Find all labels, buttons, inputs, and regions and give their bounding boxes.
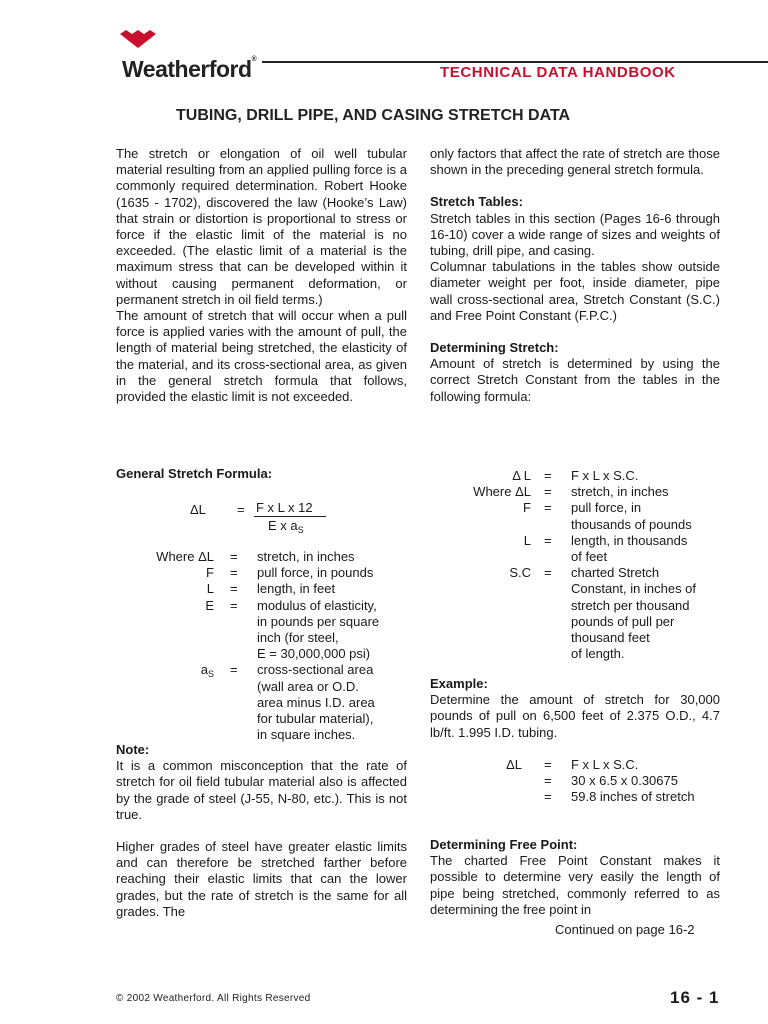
stretch-formula-row-definition: of feet — [571, 549, 608, 564]
note-paragraph-1: It is a common misconception that the rate of stretch for oil field tubular material also is affected by the grade of steel (J-55, N-80, etc.). This is not true. — [116, 758, 407, 822]
stretch-formula-row-equals: = — [544, 468, 552, 483]
note-section — [116, 742, 407, 920]
where-row-label: E — [205, 597, 214, 613]
intro-paragraph-2: The amount of stretch that will occur when a pull force is applied varies with the amount of pull, the length of material being stretched, the elasticity of the material, and its cross-sectional area, as given in the general stretch formula that follows, provided the elastic limit is not exceeded. — [116, 308, 407, 405]
stretch-formula-row-label: Where ΔL — [473, 484, 531, 500]
example-calc-row-equals: = — [544, 757, 552, 772]
page-title: TUBING, DRILL PIPE, AND CASING STRETCH DATA — [176, 107, 571, 124]
where-row-definition: area minus I.D. area — [257, 694, 375, 710]
continued-paragraph: only factors that affect the rate of stretch are those shown in the preceding general stretch formula. — [430, 146, 720, 178]
stretch-formula-row-label: L — [523, 532, 531, 548]
example-calc-row-equals: = — [544, 773, 552, 789]
handbook-title: TECHNICAL DATA HANDBOOK — [440, 64, 676, 81]
stretch-formula-row-equals: = — [544, 500, 552, 516]
formula-denominator: E x $a_S$ — [268, 518, 304, 535]
page-number: 16 - 1 — [670, 988, 720, 1007]
example-calc-row-definition: F x L x S.C. — [571, 757, 639, 772]
weatherford-logo-icon — [118, 28, 158, 50]
note-heading: Note: — [116, 742, 150, 757]
free-point-section — [430, 837, 720, 918]
header-rule — [262, 61, 768, 63]
stretch-formula-row-definition: of length. — [571, 646, 625, 662]
example-calc-row-definition: 59.8 inches of stretch — [571, 789, 695, 805]
stretch-formula-row-definition: thousands of pounds — [571, 516, 692, 532]
stretch-formula-row-equals: = — [544, 484, 552, 500]
where-row-equals: = — [230, 549, 238, 564]
note-paragraph-2: Higher grades of steel have greater elastic limits and can therefore be stretched farther before reaching their elastic limits that can the lower grades, but the rate of stretch is the same for all grades. The — [116, 839, 407, 919]
example-heading: Example: — [430, 676, 488, 691]
example-calc-row-definition: 30 x 6.5 x 0.30675 — [571, 773, 678, 789]
where-row-label: $a_S$ — [200, 662, 214, 680]
free-point-paragraph: The charted Free Point Constant makes it possible to determine very easily the length of pipe being stretched, commonly referred to as determining the free point in — [430, 853, 720, 917]
where-row-equals: = — [230, 597, 238, 613]
where-row-equals: = — [230, 581, 238, 597]
stretch-formula-row-equals: = — [544, 532, 552, 548]
stretch-formula-row-definition: pull force, in — [571, 500, 642, 516]
where-row-definition: length, in feet — [257, 581, 336, 597]
formula-numerator: F x L x 12 — [256, 500, 313, 515]
example-section — [430, 676, 720, 741]
stretch-formula-row-equals: = — [544, 565, 552, 581]
example-calc-row-label: ΔL — [506, 757, 522, 772]
determining-stretch-paragraph: Amount of stretch is determined by using the correct Stretch Constant from the tables in the following formula: — [430, 356, 720, 404]
formula-eq: = — [237, 502, 245, 517]
continued-note: Continued on page 16-2 — [555, 922, 695, 937]
example-calc-row-equals: = — [544, 789, 552, 805]
stretch-formula-row-label: F — [523, 500, 531, 516]
where-row-definition: E = 30,000,000 psi) — [257, 646, 371, 662]
where-row-definition: cross-sectional area — [257, 662, 374, 678]
formula-lhs: ΔL — [190, 502, 206, 517]
intro-paragraph: The stretch or elongation of oil well tubular material resulting from an applied pulling force is a commonly required determination. Robert Hooke (1635 - 1702), discovered the law (Hooke’s Law) that strain or distortion is proportional to stress or force if the elastic limit of the material is no exceeded. (The elastic limit of a material is the maximum stress that can be developed within it without causing permanent deformation, or permanent stretch in oil field terms.) — [116, 146, 407, 307]
where-row-definition: (wall area or O.D. — [257, 678, 359, 694]
formula-heading: General Stretch Formula: — [116, 466, 273, 481]
stretch-formula-row-definition: stretch per thousand — [571, 597, 690, 613]
where-row-definition: stretch, in inches — [257, 549, 355, 564]
where-row-label: Where ΔL — [156, 549, 214, 564]
stretch-formula-row-definition: length, in thousands — [571, 532, 688, 548]
stretch-formula-row-label: S.C — [509, 565, 531, 581]
where-row-definition: inch (for steel, — [257, 630, 339, 645]
stretch-formula-row-definition: F x L x S.C. — [571, 468, 639, 483]
stretch-tables-paragraph-1: Stretch tables in this section (Pages 16-6 through 16-10) cover a wide range of sizes and weights of tubing, drill pipe, and casing. — [430, 210, 720, 259]
left-column — [116, 146, 407, 405]
determining-stretch-heading: Determining Stretch: — [430, 340, 559, 356]
where-row-equals: = — [230, 662, 238, 678]
where-row-definition: in pounds per square — [257, 613, 380, 629]
where-row-definition: pull force, in pounds — [257, 565, 374, 581]
stretch-formula-row-label: Δ L — [512, 468, 531, 483]
stretch-tables-heading: Stretch Tables: — [430, 194, 523, 210]
where-row-definition: in square inches. — [257, 727, 356, 743]
where-row-label: F — [206, 565, 214, 581]
stretch-formula-row-definition: thousand feet — [571, 630, 650, 645]
stretch-formula-row-definition: pounds of pull per — [571, 613, 675, 629]
stretch-formula-row-definition: charted Stretch — [571, 565, 660, 581]
stretch-tables-paragraph-2: Columnar tabulations in the tables show outside diameter weight per foot, inside diameter, pipe wall cross-sectional area, Stretch Constant (S.C.) and Free Point Constant (F.P.C.) — [430, 259, 720, 323]
formula-fraction-bar — [254, 516, 326, 517]
where-row-definition: for tubular material), — [257, 711, 374, 726]
free-point-heading: Determining Free Point: — [430, 837, 578, 852]
where-row-equals: = — [230, 565, 238, 581]
brand-name: Weatherford® — [122, 56, 257, 82]
where-row-label: L — [206, 581, 214, 597]
right-column — [430, 146, 720, 405]
copyright: © 2002 Weatherford. All Rights Reserved — [116, 993, 311, 1004]
stretch-formula-row-definition: Constant, in inches of — [571, 581, 697, 597]
where-row-definition: modulus of elasticity, — [257, 597, 377, 613]
stretch-formula-row-definition: stretch, in inches — [571, 484, 669, 500]
example-paragraph: Determine the amount of stretch for 30,000 pounds of pull on 6,500 feet of 2.375 O.D., 4.7 lb/ft. 1.995 I.D. tubing. — [430, 692, 720, 740]
